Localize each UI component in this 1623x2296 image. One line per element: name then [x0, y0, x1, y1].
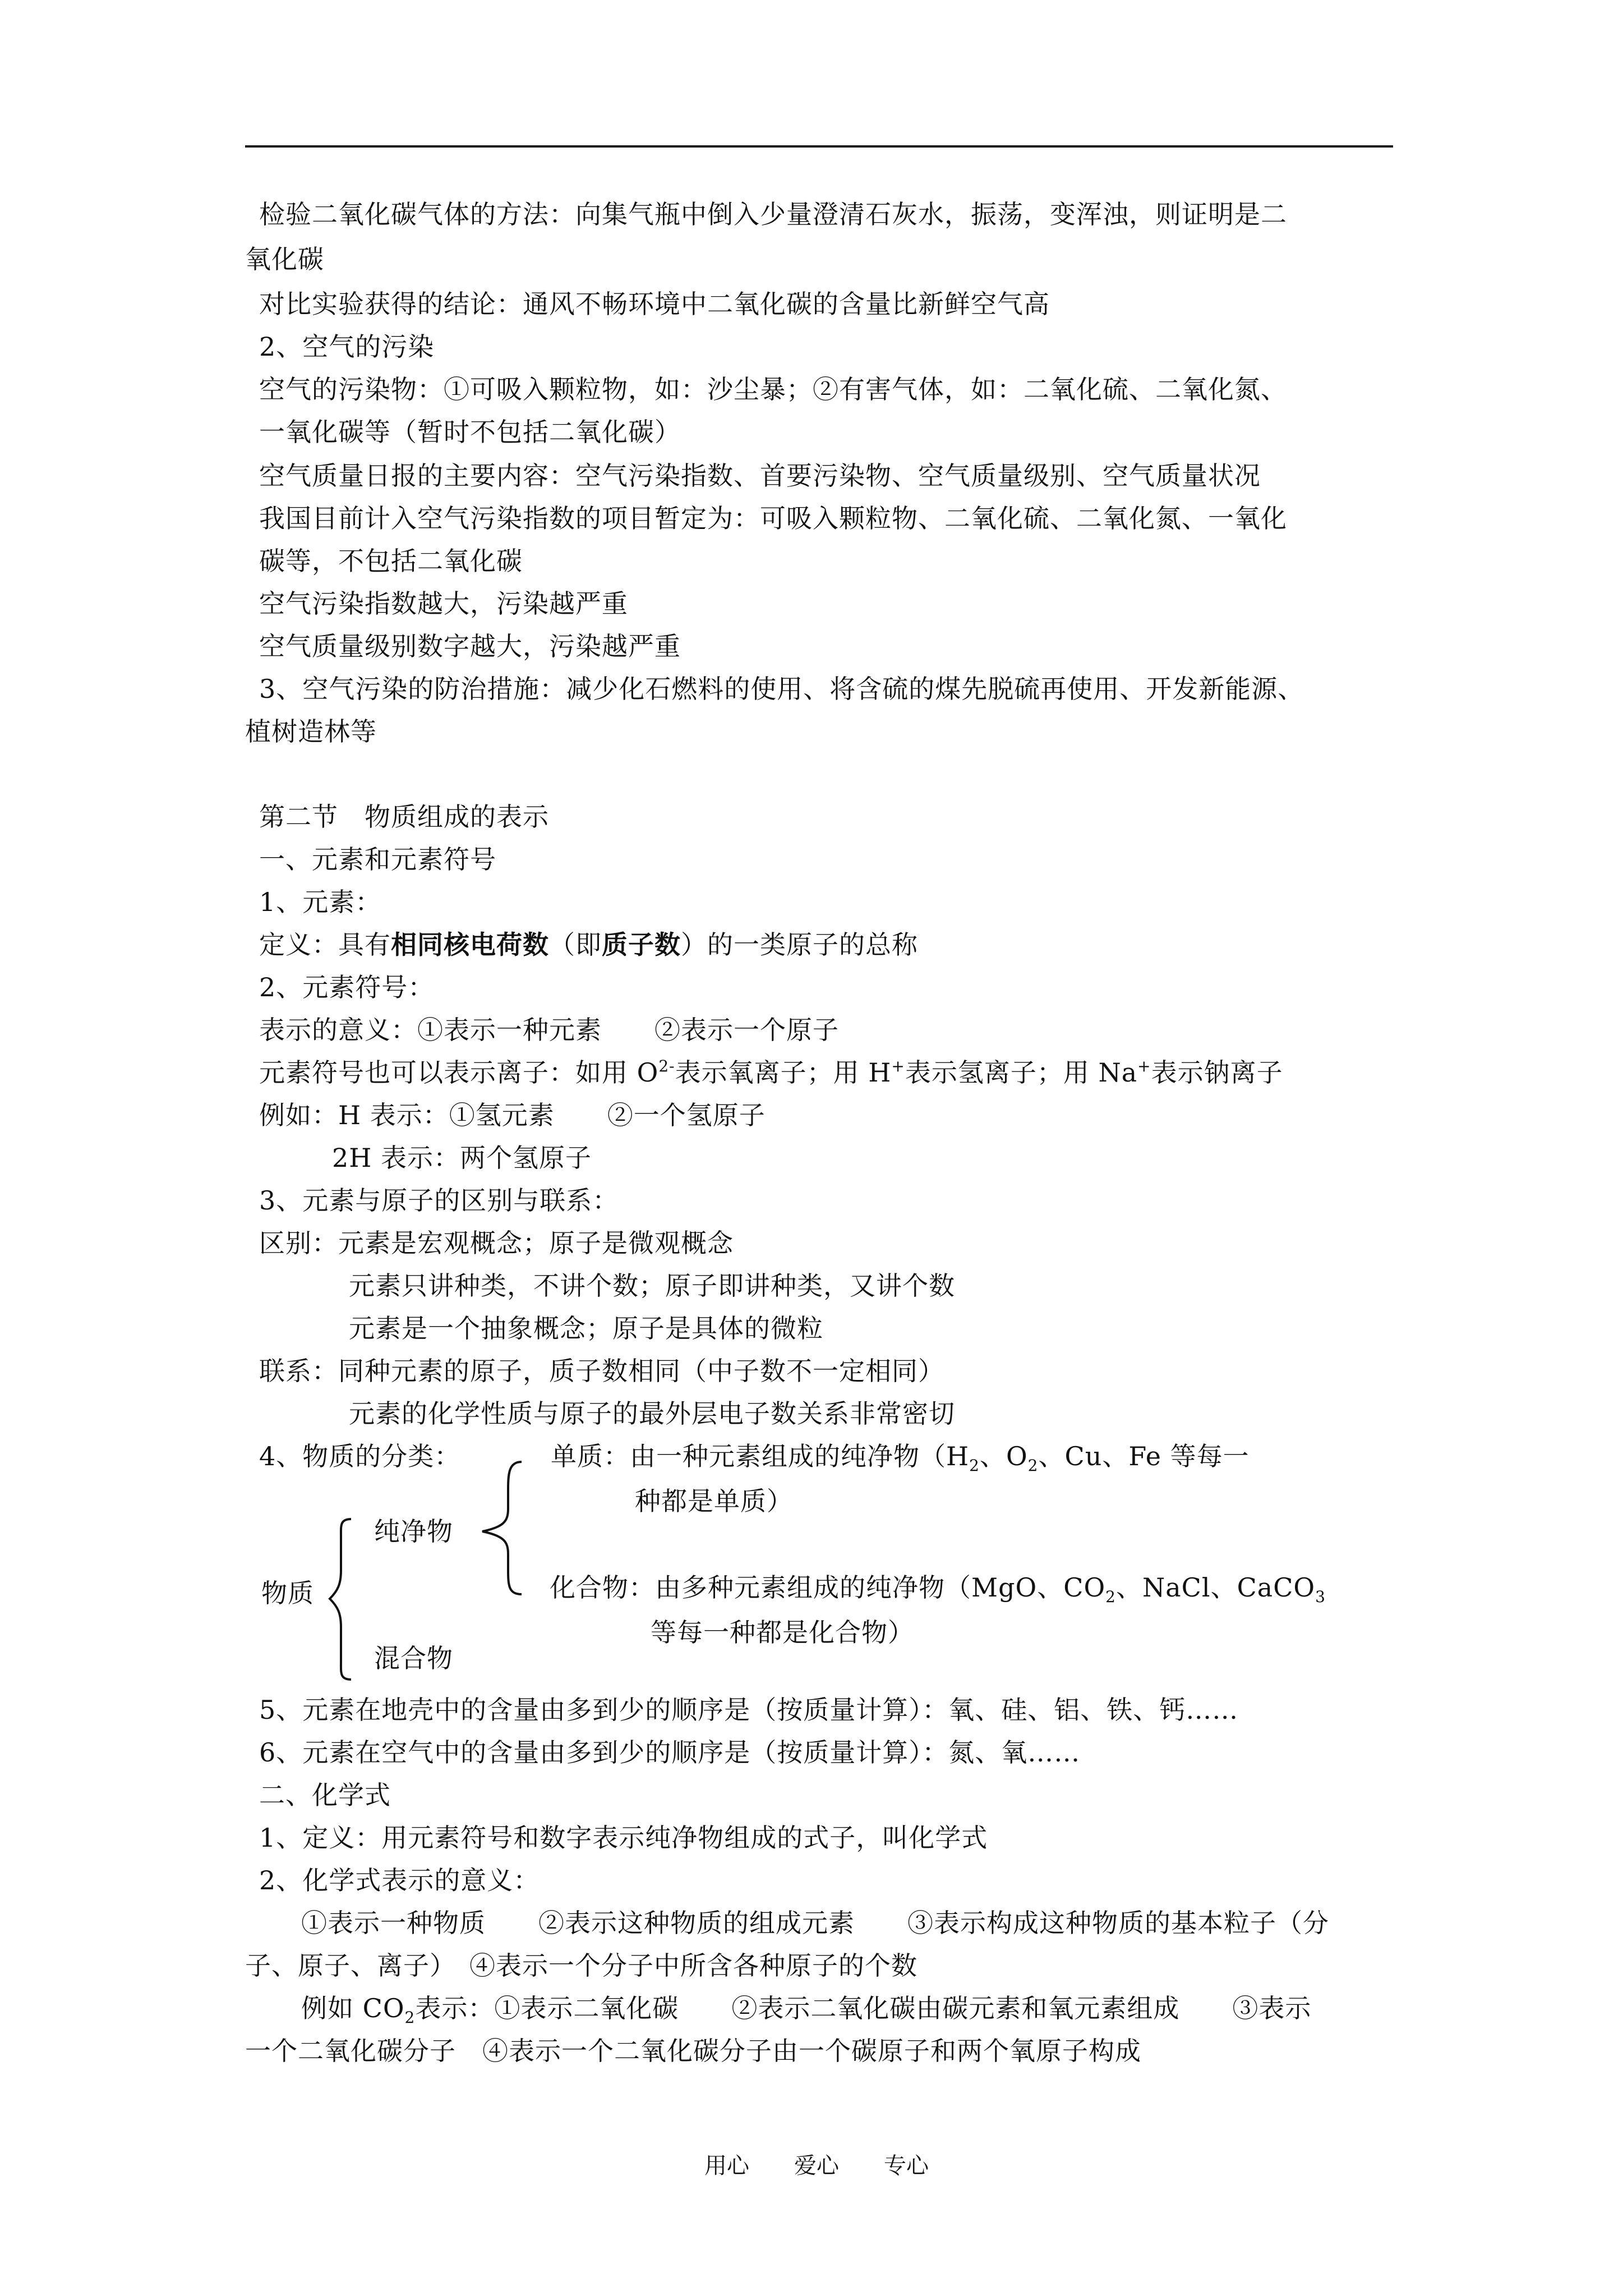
text-line: 3、空气污染的防治措施：减少化石燃料的使用、将含硫的煤先脱硫再使用、开发新能源、: [259, 674, 1304, 704]
text-line: 元素是一个抽象概念；原子是具体的微粒: [349, 1313, 823, 1343]
text-line: 定义：具有相同核电荷数（即质子数）的一类原子的总称: [259, 930, 918, 960]
text-line: 一、元素和元素符号: [259, 844, 496, 875]
text-line: 子、原子、离子） ④表示一个分子中所含各种原子的个数: [245, 1950, 917, 1981]
text-line: 表示的意义：①表示一种元素 ②表示一个原子: [259, 1015, 839, 1045]
text-line: 元素只讲种类，不讲个数；原子即讲种类，又讲个数: [349, 1271, 955, 1301]
text-line: 元素的化学性质与原子的最外层电子数关系非常密切: [349, 1398, 955, 1429]
text-line: 碳等，不包括二氧化碳: [259, 546, 523, 576]
classification-compound: 化合物：由多种元素组成的纯净物（MgO、$CO_2$、NaCl、CaCO$_3$: [550, 1572, 1326, 1606]
brace-pure: [477, 1458, 527, 1599]
text-line: 空气的污染物：①可吸入颗粒物，如：沙尘暴；②有害气体，如：二氧化硫、二氧化氮、: [259, 374, 1287, 404]
text-line: 6、元素在空气中的含量由多到少的顺序是（按质量计算）：氮、氧……: [259, 1737, 1081, 1768]
text-line: 2、元素符号：: [259, 972, 435, 1002]
text-line: 氧化碳: [245, 244, 324, 274]
text-line: 区别：元素是宏观概念；原子是微观概念: [259, 1228, 734, 1258]
text-line: 空气污染指数越大，污染越严重: [259, 588, 628, 619]
text-line: 检验二氧化碳气体的方法：向集气瓶中倒入少量澄清石灰水，振荡，变浑浊，则证明是二: [259, 199, 1287, 229]
text-line: 例如 $CO_2$表示：①表示二氧化碳 ②表示二氧化碳由碳元素和氧元素组成 ③表示: [301, 1993, 1312, 2027]
text-line: 2、空气的污染: [259, 332, 435, 362]
text-line: 植树造林等: [245, 716, 377, 747]
text-line: 联系：同种元素的原子，质子数相同（中子数不一定相同）: [259, 1356, 944, 1386]
text-line: 空气质量级别数字越大，污染越严重: [259, 631, 681, 661]
page-footer: 用心 爱心 专心: [704, 2153, 929, 2179]
text-line: 3、元素与原子的区别与联系：: [259, 1185, 619, 1216]
classification-single-cont: 种都是单质）: [635, 1486, 793, 1516]
text-line: 1、定义：用元素符号和数字表示纯净物组成的式子，叫化学式: [259, 1823, 988, 1853]
bold-term: 相同核电荷数: [391, 930, 549, 960]
text-line: 2、化学式表示的意义：: [259, 1865, 540, 1895]
classification-matter: 物质: [261, 1578, 314, 1608]
header-rule: [245, 145, 1393, 148]
text-line: 例如：H 表示：①氢元素 ②一个氢原子: [259, 1100, 766, 1130]
classification-pure: 纯净物: [374, 1516, 453, 1547]
text-line: 空气质量日报的主要内容：空气污染指数、首要污染物、空气质量级别、空气质量状况: [259, 461, 1261, 491]
classification-single: 单质：由一种元素组成的纯净物（$H_2$、$O_2$、Cu、Fe 等每一: [551, 1441, 1249, 1475]
text-line: ①表示一种物质 ②表示这种物质的组成元素 ③表示构成这种物质的基本粒子（分: [301, 1908, 1329, 1938]
brace-matter: [325, 1515, 370, 1683]
text-line: 一氧化碳等（暂时不包括二氧化碳）: [259, 417, 681, 447]
text-line: 对比实验获得的结论：通风不畅环境中二氧化碳的含量比新鲜空气高: [259, 289, 1050, 319]
text-line: 元素符号也可以表示离子：如用 $O^{2-}$表示氧离子；用 H+表示氢离子；用 Na+表示钠离子: [259, 1057, 1283, 1088]
text-line: 二、化学式: [259, 1780, 391, 1810]
text-line: 2H 表示：两个氢原子: [332, 1143, 592, 1173]
text-line: 5、元素在地壳中的含量由多到少的顺序是（按质量计算）：氧、硅、铝、铁、钙……: [259, 1695, 1239, 1725]
text-line: 我国目前计入空气污染指数的项目暂定为：可吸入颗粒物、二氧化硫、二氧化氮、一氧化: [259, 503, 1287, 533]
text-line: 一个二氧化碳分子 ④表示一个二氧化碳分子由一个碳原子和两个氧原子构成: [245, 2036, 1141, 2066]
section-title: 第二节 物质组成的表示: [259, 802, 549, 832]
classification-compound-cont: 等每一种都是化合物）: [651, 1617, 914, 1648]
text-line: 1、元素：: [259, 887, 382, 917]
classification-mixture: 混合物: [374, 1643, 453, 1673]
bold-term: 质子数: [602, 930, 681, 960]
text-line: 4、物质的分类：: [259, 1441, 461, 1471]
